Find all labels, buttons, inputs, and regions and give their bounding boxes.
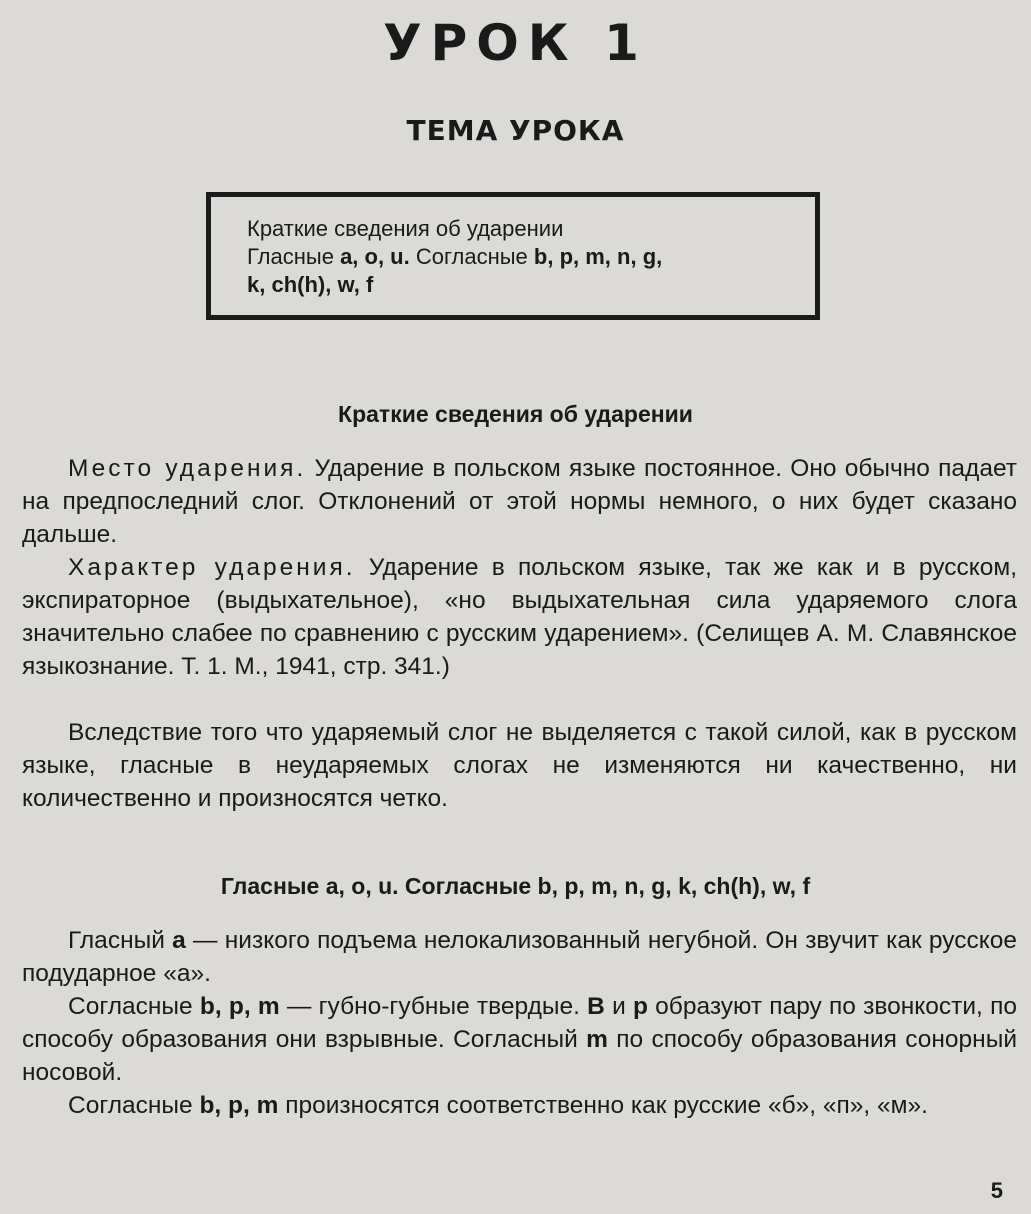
paragraph-stress-character: [22, 551, 1017, 683]
paragraph-text: Согласные: [68, 993, 200, 1020]
paragraph-consonants-bpm: [22, 990, 1017, 1089]
topic-line-2: [247, 243, 815, 271]
term-stress-character: Характер ударения.: [68, 554, 356, 581]
letter-b: B: [587, 993, 605, 1020]
heading-text: Гласные: [220, 873, 326, 899]
letter-p: p: [632, 993, 648, 1020]
paragraph-text: произносятся соответственно как русские «б», «п», «м».: [278, 1092, 928, 1119]
section-heading-sounds: [0, 873, 1031, 900]
paragraph-text: — низкого подъема нелокализованный негубной. Он звучит как русское подударное «а».: [22, 927, 1017, 987]
paragraph-vowel-a: [22, 924, 1017, 990]
topic-text: Согласные: [409, 244, 534, 269]
section-heading-stress: Краткие сведения об ударении: [338, 401, 693, 427]
paragraph-pronunciation: [22, 1089, 1017, 1122]
term-stress-place: Место ударения.: [68, 455, 307, 482]
paragraph-text: Ударение в польском языке, так же как и в русском, экспираторное (выдыхательное), «но выдыхательная сила ударяемого слога значительно слабее по сравнению с русским ударением». (Селищев А. М. Славянское языкознание. Т. 1. М., 1941, стр. 341.): [22, 554, 1017, 680]
heading-vowels: a, o, u.: [325, 873, 399, 899]
paragraph-text: — губно-губные твердые.: [279, 993, 588, 1020]
topic-heading: ТЕМА УРОКА: [406, 114, 625, 147]
paragraph-text: Гласный: [68, 927, 173, 954]
topic-box: [206, 192, 820, 320]
heading-consonants: b, p, m, n, g, k, ch(h), w, f: [537, 873, 811, 899]
heading-text: Согласные: [398, 873, 538, 899]
topic-line-1: Краткие сведения об ударении: [247, 216, 564, 241]
letters-bpm: b, p, m: [199, 993, 280, 1020]
letter-a: a: [172, 927, 186, 954]
page-number: 5: [990, 1178, 1003, 1203]
lesson-title: УРОК 1: [383, 14, 648, 72]
paragraph-text: образуют пару по звонкости, по способу образования они взрывные. Согласный: [22, 993, 1017, 1053]
letters-bpm: b, p, m: [199, 1092, 279, 1119]
topic-line-3: k, ch(h), w, f: [247, 272, 374, 297]
paragraph-unstressed-vowels: Вследствие того что ударяемый слог не выделяется с такой силой, как в русском языке, гласные в неударяемых слогах не изменяются ни качественно, ни количественно и произносятся четко.: [22, 719, 1017, 812]
topic-consonants: b, p, m, n, g,: [533, 244, 663, 269]
paragraph-text: по способу образования сонорный носовой.: [22, 1026, 1018, 1086]
paragraph-text: Согласные: [68, 1092, 200, 1119]
paragraph-text: и: [604, 993, 633, 1020]
letter-m: m: [586, 1026, 608, 1053]
topic-text: Гласные: [247, 244, 341, 269]
topic-vowels: a, o, u.: [340, 244, 410, 269]
paragraph-stress-place: [22, 452, 1017, 551]
paragraph-text: Ударение в польском языке постоянное. Оно обычно падает на предпоследний слог. Отклонений от этой нормы немного, о них будет сказано дальше.: [22, 455, 1017, 548]
